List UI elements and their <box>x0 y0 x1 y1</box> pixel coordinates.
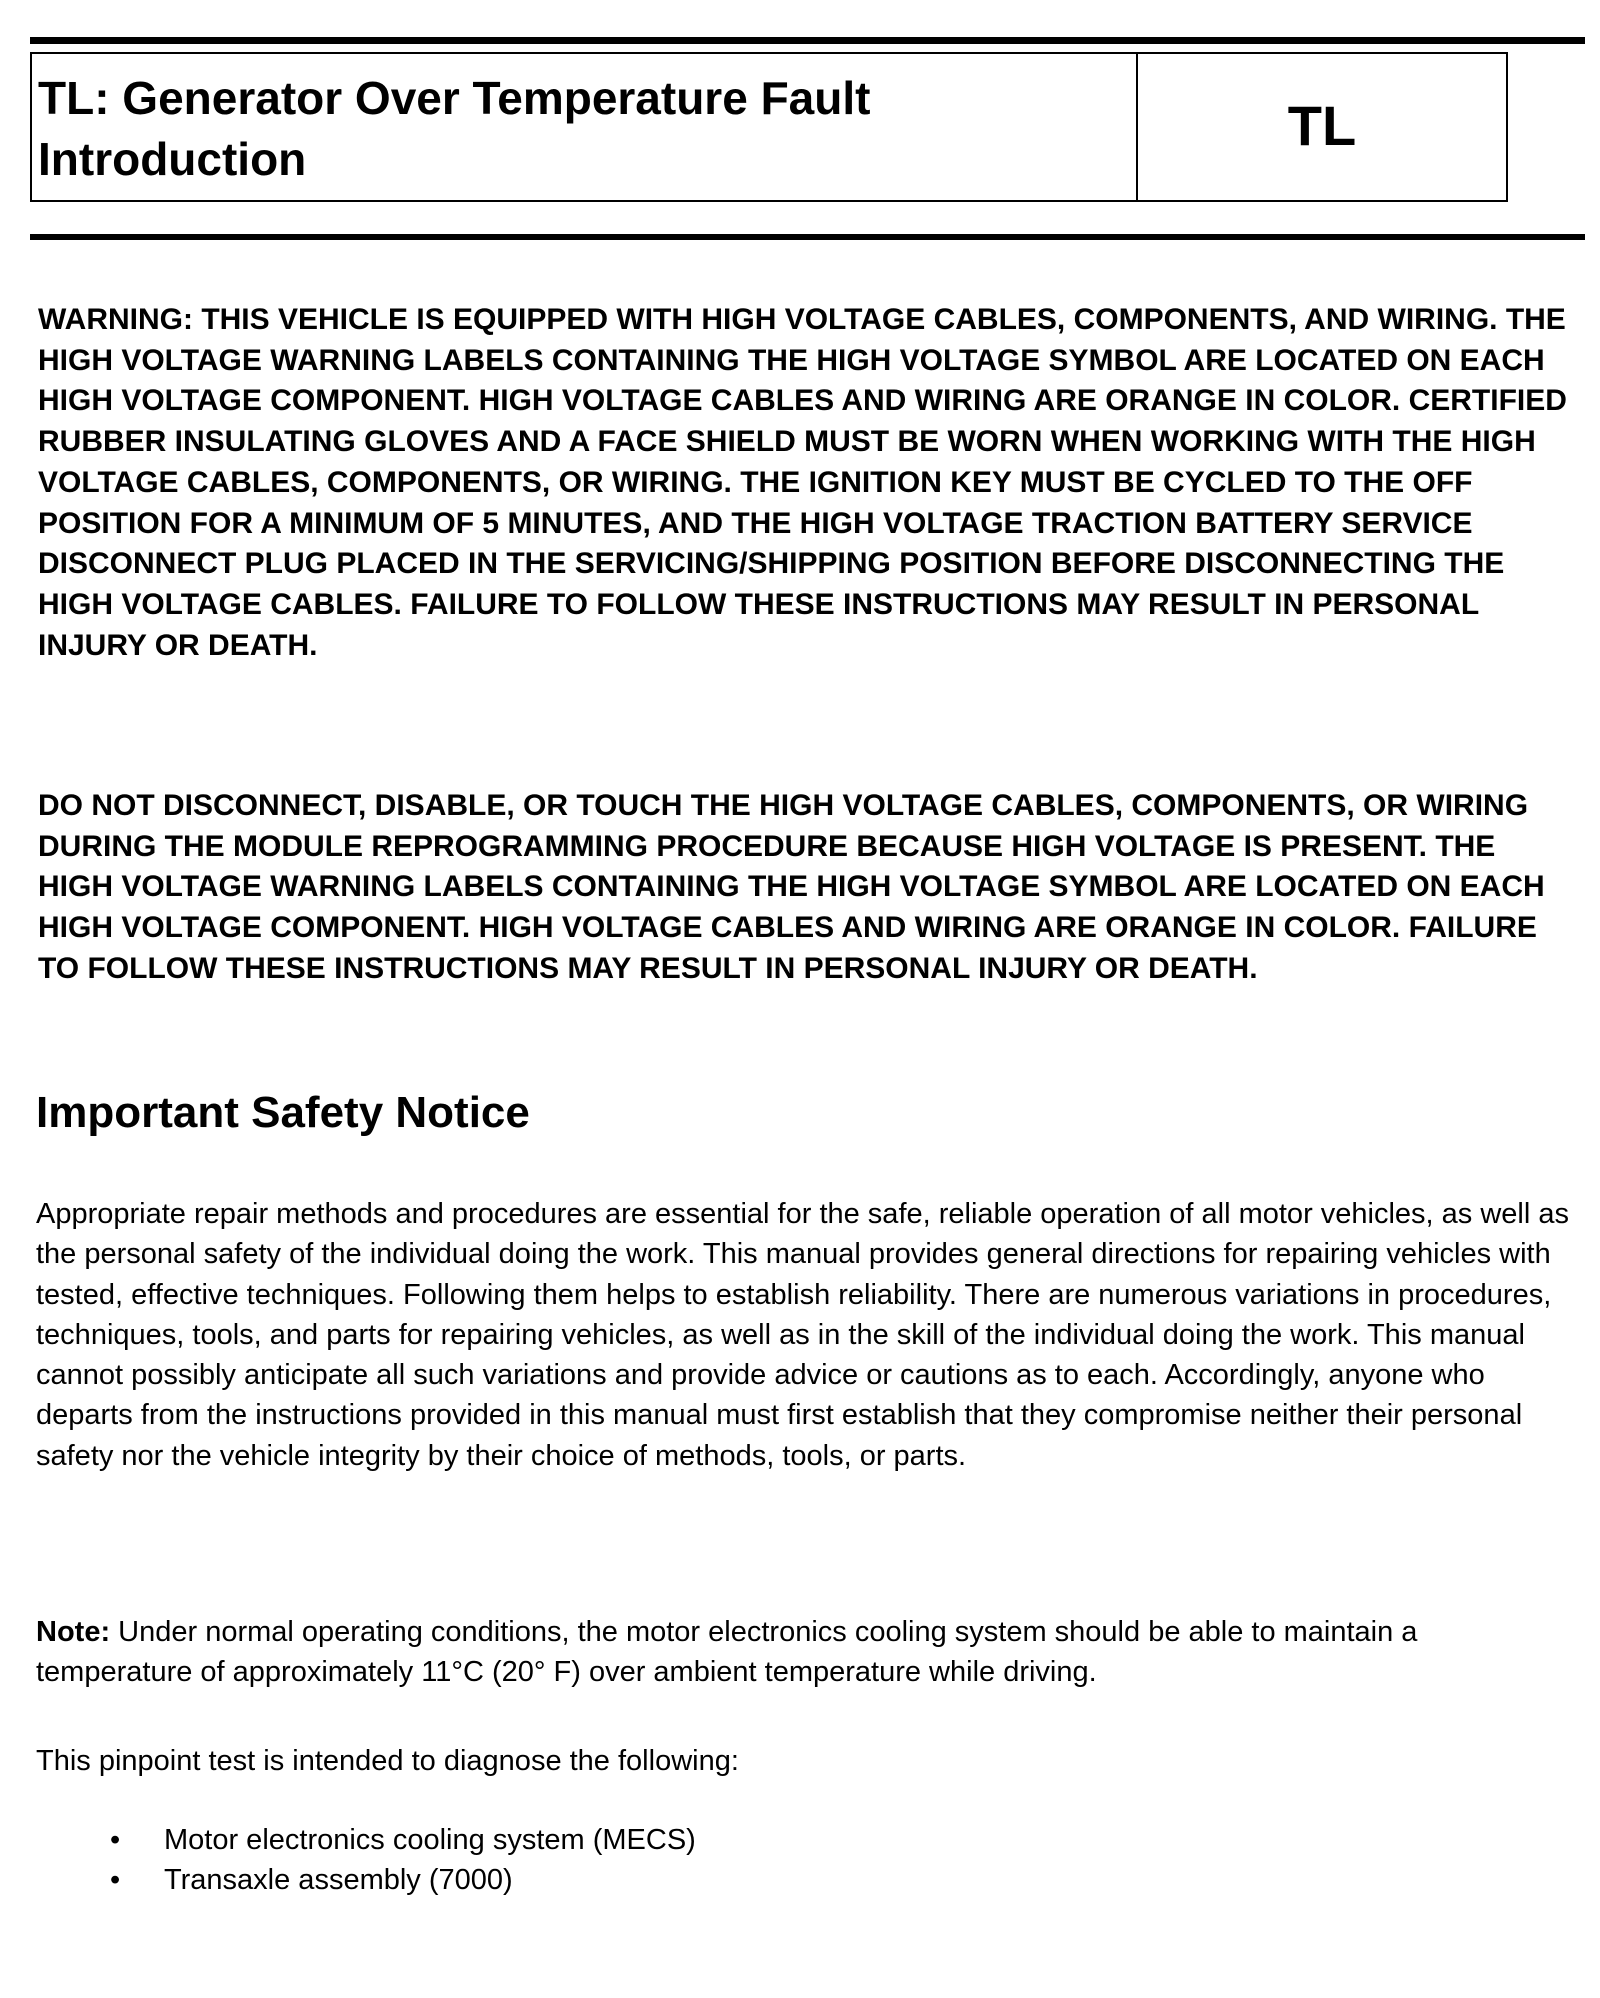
bullet-icon: • <box>110 1864 121 1897</box>
bullet-icon: • <box>110 1824 121 1856</box>
list-item <box>36 1820 696 1860</box>
note-text: Under normal operating conditions, the motor electronics cooling system should be able to maintain a temperature of approximately 11°C (20° F) over ambient temperature while driving. <box>36 1616 1418 1689</box>
list-item <box>36 1860 696 1900</box>
note-label: Note: <box>36 1616 111 1648</box>
diagnosis-list <box>36 1820 696 1901</box>
header-bottom-rule <box>30 234 1585 240</box>
page-title: TL: Generator Over Temperature Fault Introduction <box>32 54 1138 200</box>
top-rule <box>30 37 1585 44</box>
safety-notice-paragraph: Appropriate repair methods and procedures are essential for the safe, reliable operation of all motor vehicles, as well as the personal safety of the individual doing the work. This manual provides general directions for repairing vehicles with tested, effective techniques. Following them helps to establish reliability. There are numerous variations in procedures, techniques, tools, and parts for repairing vehicles, as well as in the skill of the individual doing the work. This manual cannot possibly anticipate all such variations and provide advice or cautions as to each. Accordingly, anyone who departs from the instructions provided in this manual must first establish that they compromise neither their personal safety nor the vehicle integrity by their choice of methods, tools, or parts. <box>36 1198 1569 1472</box>
section-code: TL <box>1287 93 1357 157</box>
title-header <box>30 52 1508 202</box>
list-item-text: Transaxle assembly (7000) <box>164 1864 513 1897</box>
list-item-text: Motor electronics cooling system (MECS) <box>164 1824 696 1856</box>
reprogramming-warning: DO NOT DISCONNECT, DISABLE, OR TOUCH THE HIGH VOLTAGE CABLES, COMPONENTS, OR WIRING DURING THE MODULE REPROGRAMMING PROCEDURE BECAUSE HIGH VOLTAGE IS PRESENT. THE HIGH VOLTAGE WARNING LABELS CONTAINING THE HIGH VOLTAGE SYMBOL ARE LOCATED ON EACH HIGH VOLTAGE COMPONENT. HIGH VOLTAGE CABLES AND WIRING ARE ORANGE IN COLOR. FAILURE TO FOLLOW THESE INSTRUCTIONS MAY RESULT IN PERSONAL INJURY OR DEATH. <box>38 789 1545 985</box>
high-voltage-warning: WARNING: THIS VEHICLE IS EQUIPPED WITH HIGH VOLTAGE CABLES, COMPONENTS, AND WIRING. THE HIGH VOLTAGE WARNING LABELS CONTAINING THE HIGH VOLTAGE SYMBOL ARE LOCATED ON EACH HIGH VOLTAGE COMPONENT. HIGH VOLTAGE CABLES AND WIRING ARE ORANGE IN COLOR. CERTIFIED RUBBER INSULATING GLOVES AND A FACE SHIELD MUST BE WORN WHEN WORKING WITH THE HIGH VOLTAGE CABLES, COMPONENTS, OR WIRING. THE IGNITION KEY MUST BE CYCLED TO THE OFF POSITION FOR A MINIMUM OF 5 MINUTES, AND THE HIGH VOLTAGE TRACTION BATTERY SERVICE DISCONNECT PLUG PLACED IN THE SERVICING/SHIPPING POSITION BEFORE DISCONNECTING THE HIGH VOLTAGE CABLES. FAILURE TO FOLLOW THESE INSTRUCTIONS MAY RESULT IN PERSONAL INJURY OR DEATH. <box>38 303 1567 662</box>
pinpoint-intro: This pinpoint test is intended to diagnose the following: <box>36 1745 739 1777</box>
note-paragraph <box>36 1612 1581 1693</box>
safety-notice-heading: Important Safety Notice <box>36 1088 530 1137</box>
